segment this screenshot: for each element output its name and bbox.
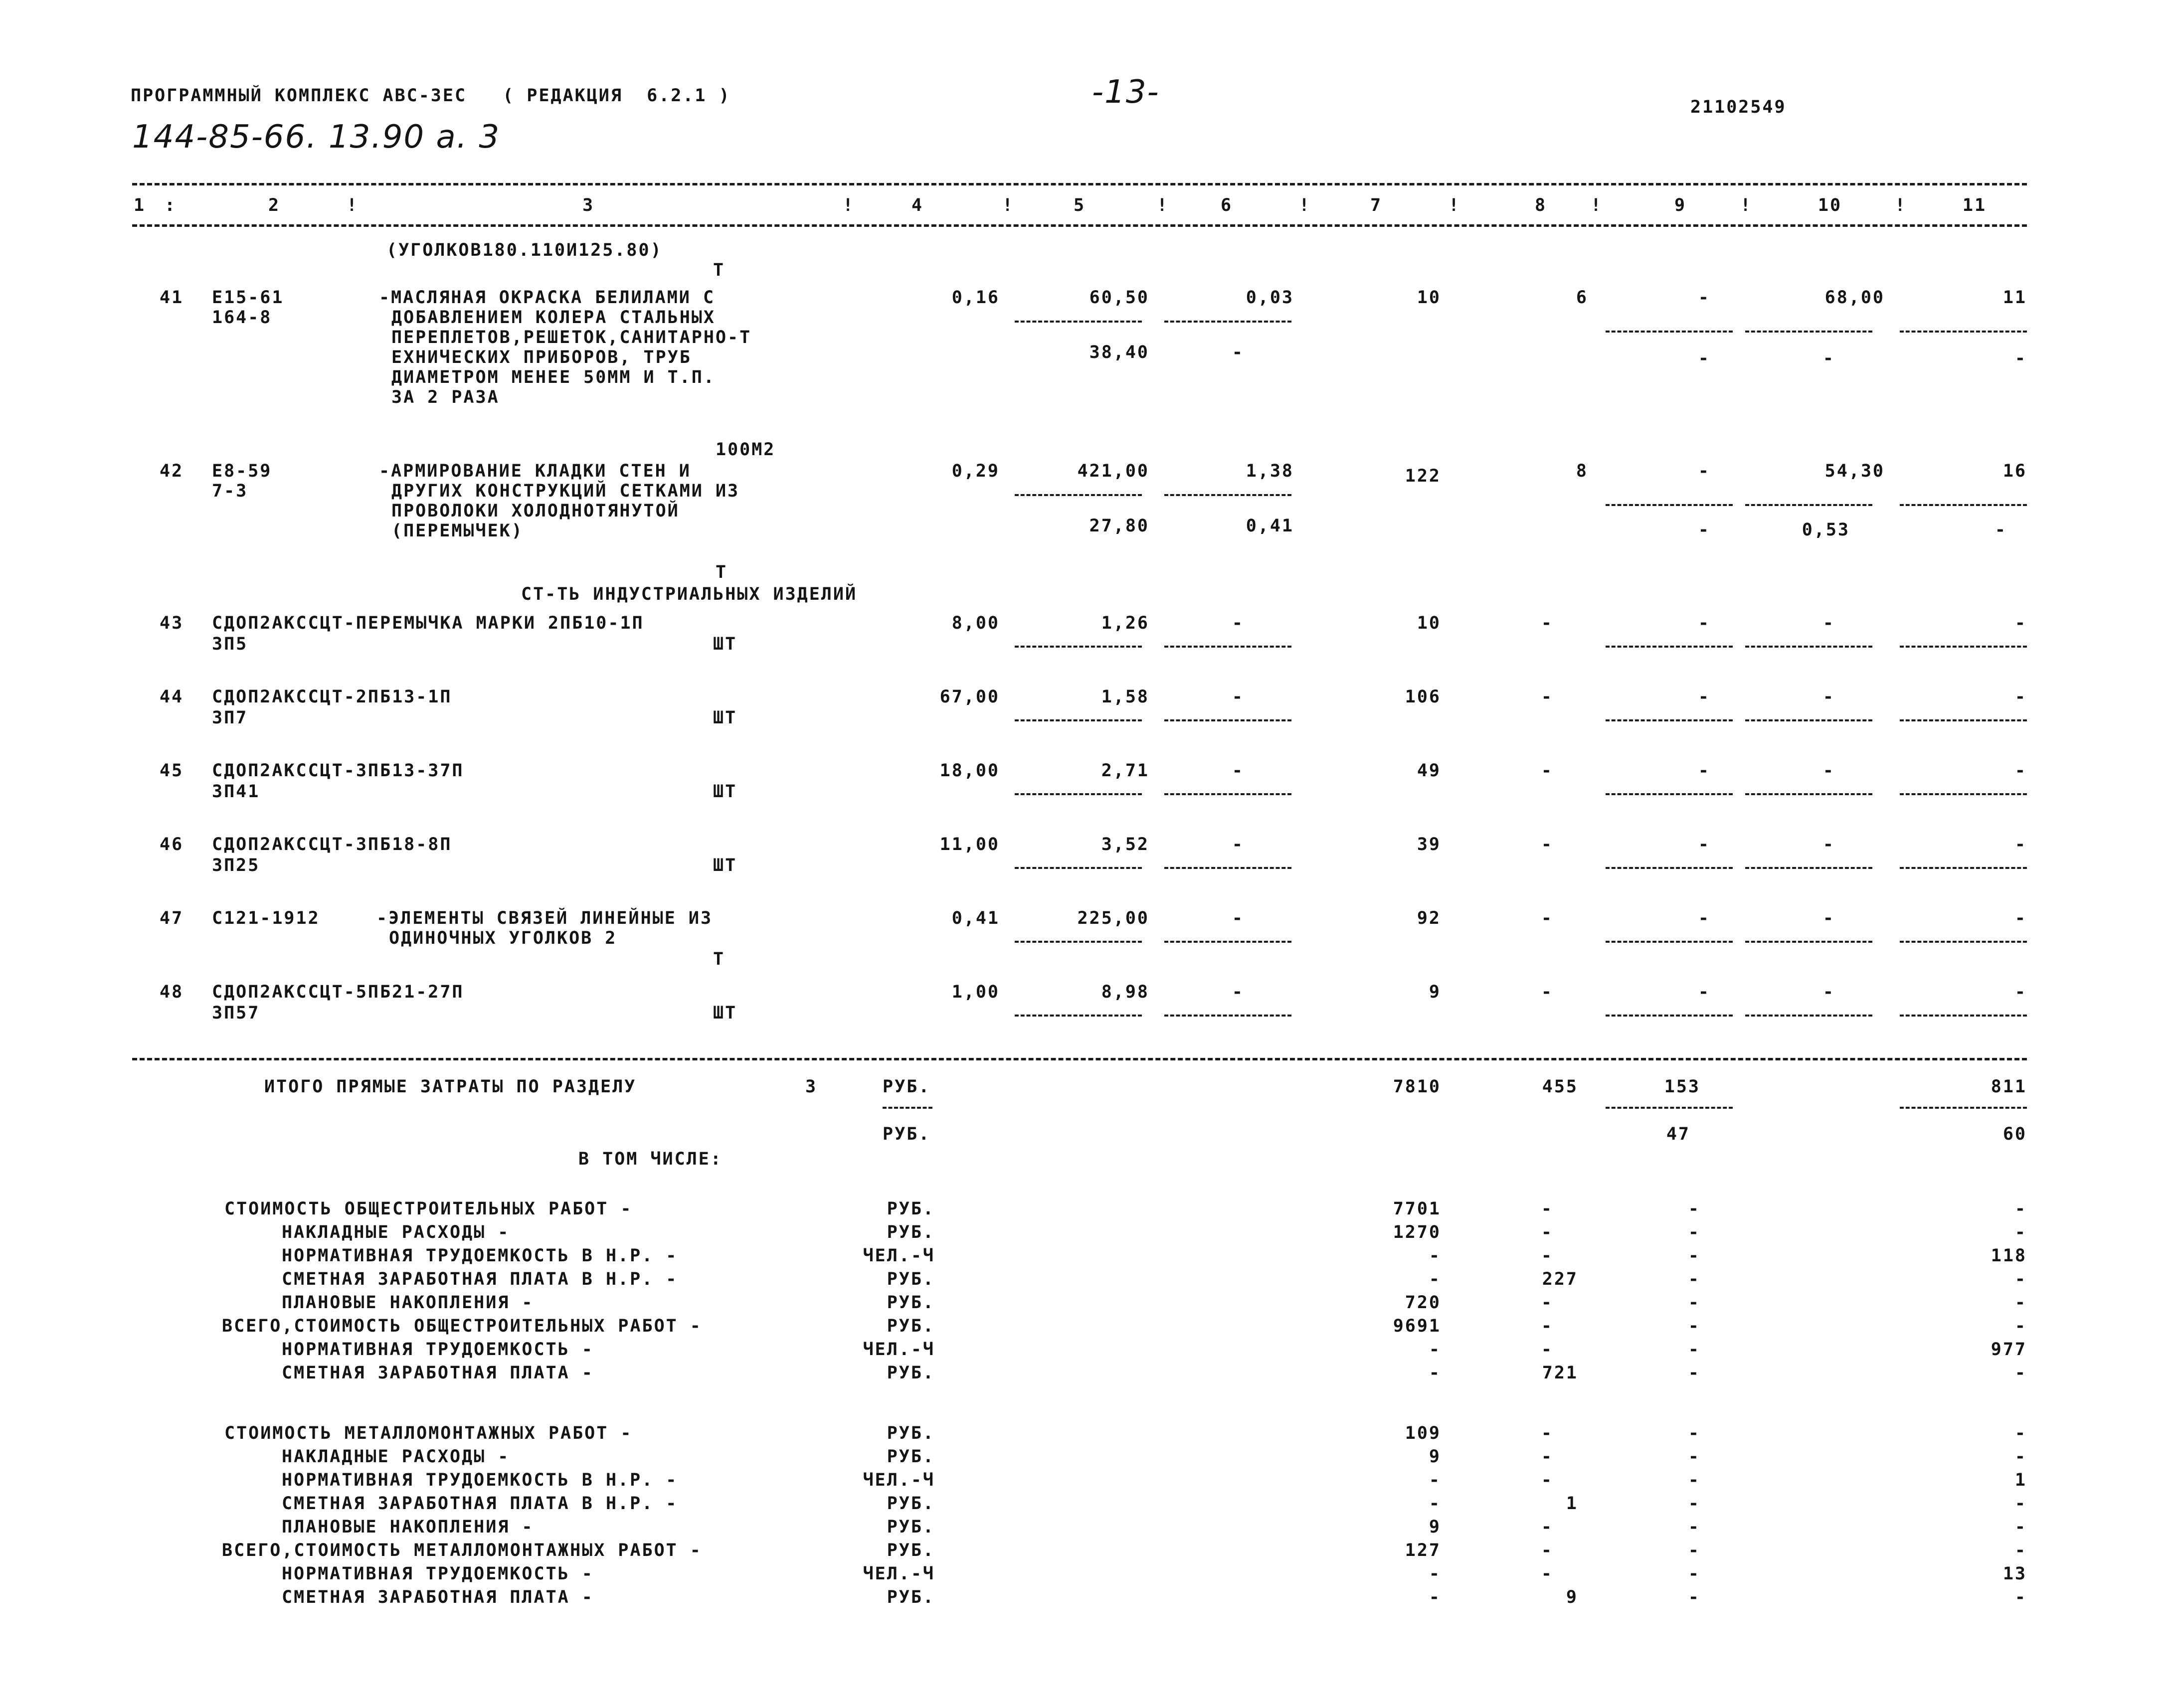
col6-value: 1,38 <box>1246 461 1294 481</box>
summary-col8: 227 <box>1542 1269 1578 1289</box>
summary-col9: - <box>1688 1540 1700 1560</box>
col7-value: 10 <box>1417 288 1441 308</box>
col5-subvalue: 38,40 <box>1089 342 1149 362</box>
col10-rule <box>1745 867 1872 869</box>
item-unit: Т <box>713 260 726 280</box>
col6-value: - <box>1232 982 1244 1002</box>
item-unit: Т <box>716 562 728 582</box>
summary-row-label: СМЕТНАЯ ЗАРАБОТНАЯ ПЛАТА В Н.Р. - <box>282 1494 678 1514</box>
col9-subvalue: - <box>1698 520 1710 540</box>
summary-col9: - <box>1688 1447 1700 1467</box>
column-header-3: 3 <box>582 195 595 215</box>
item-description: -МАСЛЯНАЯ ОКРАСКА БЕЛИЛАМИ С <box>379 288 716 308</box>
column-header-9: 9 <box>1674 195 1687 215</box>
summary-col9: - <box>1688 1517 1700 1537</box>
summary-col9: - <box>1688 1340 1700 1360</box>
summary-row-unit: РУБ. <box>887 1423 935 1443</box>
summary-row-unit: РУБ. <box>887 1316 935 1336</box>
totals-col9: 153 <box>1664 1077 1700 1097</box>
item-code: С121-1912 <box>212 908 320 928</box>
summary-col9: - <box>1688 1587 1700 1607</box>
col6-rule <box>1164 1015 1291 1017</box>
item-41-col5-rule <box>1015 321 1142 323</box>
item-description: ДРУГИХ КОНСТРУКЦИЙ СЕТКАМИ ИЗ <box>391 481 740 501</box>
handwritten-page-number: -13- <box>1092 74 1160 111</box>
col5-rule <box>1015 646 1142 648</box>
summary-col11: - <box>2014 1423 2027 1443</box>
col5-value: 1,58 <box>1101 687 1149 707</box>
col9-value: - <box>1698 835 1710 854</box>
item-code: СДОП2АКССЦТ-ПЕРЕМЫЧКА МАРКИ 2ПБ10-1П <box>212 613 644 633</box>
totals-label: ИТОГО ПРЯМЫЕ ЗАТРАТЫ ПО РАЗДЕЛУ <box>264 1077 637 1097</box>
summary-col8: 1 <box>1566 1494 1578 1514</box>
col5-rule <box>1015 1015 1142 1017</box>
summary-row-unit: ЧЕЛ.-Ч <box>863 1340 935 1360</box>
summary-row-unit: РУБ. <box>887 1517 935 1537</box>
item-41-col9-rule <box>1606 331 1733 333</box>
item-42-col6-rule <box>1164 494 1291 496</box>
col9-value: - <box>1698 761 1710 781</box>
summary-row-unit: ЧЕЛ.-Ч <box>863 1246 935 1266</box>
col6-value: - <box>1232 761 1244 781</box>
summary-col11: - <box>2014 1293 2027 1313</box>
totals-section-number: 3 <box>805 1077 818 1097</box>
summary-col9: - <box>1688 1423 1700 1443</box>
item-41-col6-rule <box>1164 321 1291 323</box>
summary-col9: - <box>1688 1222 1700 1242</box>
item-41-col10-rule <box>1745 331 1872 333</box>
col6-value: - <box>1232 908 1244 928</box>
totals-col11: 811 <box>1991 1077 2027 1097</box>
col4-value: 0,29 <box>951 461 1000 481</box>
col5-rule <box>1015 793 1142 795</box>
col9-rule <box>1606 719 1733 721</box>
col11-rule <box>1900 793 2027 795</box>
summary-row-label: ПЛАНОВЫЕ НАКОПЛЕНИЯ - <box>282 1293 534 1313</box>
col4-value: 18,00 <box>939 761 1000 781</box>
summary-col7: 720 <box>1405 1293 1441 1313</box>
summary-row-unit: РУБ. <box>887 1587 935 1607</box>
col11-rule <box>1900 1015 2027 1017</box>
col5-value: 60,50 <box>1089 288 1149 308</box>
column-header-8: 8 <box>1534 195 1547 215</box>
item-code-secondary: 7-3 <box>212 481 248 501</box>
column-separator: ! <box>843 195 855 215</box>
col7-value: 9 <box>1429 982 1441 1002</box>
col10-value: - <box>1822 908 1835 928</box>
col4-value: 1,00 <box>951 982 1000 1002</box>
col10-value: - <box>1822 835 1835 854</box>
item-code: СДОП2АКССЦТ-5ПБ21-27П <box>212 982 464 1002</box>
summary-col9: - <box>1688 1199 1700 1219</box>
col5-value: 1,26 <box>1101 613 1149 633</box>
item-42-col10-rule <box>1745 504 1872 506</box>
summary-row-label: СТОИМОСТЬ МЕТАЛЛОМОНТАЖНЫХ РАБОТ - <box>224 1423 633 1443</box>
col11-rule <box>1900 646 2027 648</box>
summary-col8: - <box>1541 1470 1553 1490</box>
col6-rule <box>1164 646 1291 648</box>
col9-rule <box>1606 646 1733 648</box>
col10-value: - <box>1822 761 1835 781</box>
summary-row-label: НОРМАТИВНАЯ ТРУДОЕМКОСТЬ - <box>282 1564 594 1584</box>
item-code-secondary: 3П25 <box>212 855 260 875</box>
summary-col11: - <box>2014 1540 2027 1560</box>
item-code: СДОП2АКССЦТ-3ПБ18-8П <box>212 835 452 854</box>
item-description: -АРМИРОВАНИЕ КЛАДКИ СТЕН И <box>379 461 691 481</box>
summary-col8: - <box>1541 1340 1553 1360</box>
summary-row-label: НОРМАТИВНАЯ ТРУДОЕМКОСТЬ В Н.Р. - <box>282 1470 678 1490</box>
col5-value: 8,98 <box>1101 982 1149 1002</box>
item-description: ПРОВОЛОКИ ХОЛОДНОТЯНУТОЙ <box>391 501 680 521</box>
summary-col7: 9 <box>1429 1517 1441 1537</box>
col5-value: 2,71 <box>1101 761 1149 781</box>
item-42-col5-rule <box>1015 494 1142 496</box>
summary-col11: - <box>2014 1269 2027 1289</box>
summary-row-label: СМЕТНАЯ ЗАРАБОТНАЯ ПЛАТА - <box>282 1363 594 1383</box>
document-code: 21102549 <box>1690 97 1787 117</box>
col7-value: 122 <box>1405 466 1441 486</box>
summary-col9: - <box>1688 1363 1700 1383</box>
summary-col8: 721 <box>1542 1363 1578 1383</box>
item-code-secondary: 3П41 <box>212 782 260 802</box>
item-number: 42 <box>160 461 184 481</box>
summary-col8: - <box>1541 1246 1553 1266</box>
column-header-11: 11 <box>1962 195 1987 215</box>
summary-col11: 1 <box>2014 1470 2027 1490</box>
col11-rule <box>1900 941 2027 943</box>
col6-subvalue: 0,41 <box>1246 516 1294 536</box>
col4-value: 67,00 <box>939 687 1000 707</box>
item-code-secondary: 164-8 <box>212 308 272 328</box>
item-42-col11-rule <box>1900 504 2027 506</box>
col11-rule <box>1900 867 2027 869</box>
totals-col9-rule <box>1606 1107 1733 1109</box>
summary-col8: - <box>1541 1447 1553 1467</box>
summary-row-label: НАКЛАДНЫЕ РАСХОДЫ - <box>282 1447 510 1467</box>
totals-col9-secondary: 47 <box>1666 1124 1690 1144</box>
item-number: 44 <box>160 687 184 707</box>
col6-value: - <box>1232 613 1244 633</box>
col4-value: 0,41 <box>951 908 1000 928</box>
column-header-10: 10 <box>1817 195 1842 215</box>
item-description: ДОБАВЛЕНИЕМ КОЛЕРА СТАЛЬНЫХ <box>391 308 716 328</box>
col8-value: - <box>1541 687 1553 707</box>
summary-row-label: ВСЕГО,СТОИМОСТЬ ОБЩЕСТРОИТЕЛЬНЫХ РАБОТ - <box>222 1316 702 1336</box>
summary-row-unit: РУБ. <box>887 1540 935 1560</box>
totals-currency-secondary: РУБ. <box>883 1124 931 1144</box>
column-header-6: 6 <box>1220 195 1233 215</box>
col10-rule <box>1745 646 1872 648</box>
item-unit: ШТ <box>713 634 737 654</box>
col6-rule <box>1164 941 1291 943</box>
summary-row-label: НОРМАТИВНАЯ ТРУДОЕМКОСТЬ В Н.Р. - <box>282 1246 678 1266</box>
column-header-1: 1 <box>133 195 146 215</box>
item-code: СДОП2АКССЦТ-3ПБ13-37П <box>212 761 464 781</box>
summary-col9: - <box>1688 1269 1700 1289</box>
col11-value: - <box>2014 835 2027 854</box>
summary-col8: - <box>1541 1564 1553 1584</box>
summary-col11: - <box>2014 1363 2027 1383</box>
handwritten-reference: 144-85-66. 13.90 а. 3 <box>132 119 501 156</box>
summary-row-label: СМЕТНАЯ ЗАРАБОТНАЯ ПЛАТА В Н.Р. - <box>282 1269 678 1289</box>
col7-value: 106 <box>1405 687 1441 707</box>
col9-value: - <box>1698 288 1710 308</box>
item-number: 45 <box>160 761 184 781</box>
header-rule-bottom <box>132 224 2027 227</box>
col10-value: 68,00 <box>1824 288 1885 308</box>
summary-col7: 127 <box>1405 1540 1441 1560</box>
column-separator: ! <box>1740 195 1753 215</box>
col8-value: 8 <box>1576 461 1588 481</box>
summary-row-unit: РУБ. <box>887 1447 935 1467</box>
summary-col11: - <box>2014 1587 2027 1607</box>
col10-rule <box>1745 1015 1872 1017</box>
item-code: Е8-59 <box>212 461 272 481</box>
col10-value: - <box>1822 687 1835 707</box>
summary-row-unit: РУБ. <box>887 1269 935 1289</box>
item-description: -ЭЛЕМЕНТЫ СВЯЗЕЙ ЛИНЕЙНЫЕ ИЗ <box>376 908 713 928</box>
col9-rule <box>1606 941 1733 943</box>
item-number: 47 <box>160 908 184 928</box>
col10-value: - <box>1822 982 1835 1002</box>
col5-value: 421,00 <box>1077 461 1149 481</box>
col7-value: 49 <box>1417 761 1441 781</box>
column-separator: ! <box>1591 195 1603 215</box>
col9-value: - <box>1698 461 1710 481</box>
summary-row-label: НАКЛАДНЫЕ РАСХОДЫ - <box>282 1222 510 1242</box>
col9-value: - <box>1698 613 1710 633</box>
column-separator: ! <box>1299 195 1311 215</box>
summary-col9: - <box>1688 1494 1700 1514</box>
item-description: (ПЕРЕМЫЧЕК) <box>391 521 524 541</box>
col10-value: 54,30 <box>1824 461 1885 481</box>
summary-row-label: ПЛАНОВЫЕ НАКОПЛЕНИЯ - <box>282 1517 534 1537</box>
item-code-secondary: 3П57 <box>212 1003 260 1023</box>
summary-row-unit: РУБ. <box>887 1293 935 1313</box>
item-42-col9-rule <box>1606 504 1733 506</box>
item-unit: 100М2 <box>716 440 776 460</box>
summary-col7: 7701 <box>1393 1199 1441 1219</box>
summary-row-unit: РУБ. <box>887 1199 935 1219</box>
col5-rule <box>1015 719 1142 721</box>
summary-col8: - <box>1541 1293 1553 1313</box>
summary-row-label: ВСЕГО,СТОИМОСТЬ МЕТАЛЛОМОНТАЖНЫХ РАБОТ - <box>222 1540 702 1560</box>
summary-col8: 9 <box>1566 1587 1578 1607</box>
summary-col7: 9 <box>1429 1447 1441 1467</box>
totals-col11-rule <box>1900 1107 2027 1109</box>
col11-value: - <box>2014 982 2027 1002</box>
column-header-2: 2 <box>268 195 281 215</box>
col10-subvalue: 0,53 <box>1802 520 1850 540</box>
col8-value: - <box>1541 982 1553 1002</box>
col4-value: 8,00 <box>951 613 1000 633</box>
col10-rule <box>1745 941 1872 943</box>
summary-row-label: СМЕТНАЯ ЗАРАБОТНАЯ ПЛАТА - <box>282 1587 594 1607</box>
col11-subvalue: - <box>2014 348 2027 368</box>
summary-col9: - <box>1688 1470 1700 1490</box>
item-number: 43 <box>160 613 184 633</box>
item-description: ЕХНИЧЕСКИХ ПРИБОРОВ, ТРУБ <box>391 347 692 367</box>
summary-row-unit: РУБ. <box>887 1494 935 1514</box>
summary-col11: - <box>2014 1316 2027 1336</box>
col9-subvalue: - <box>1698 348 1710 368</box>
summary-col11: 13 <box>2002 1564 2027 1584</box>
summary-col8: - <box>1541 1517 1553 1537</box>
item-description-continuation: (УГОЛКОВ180.110И125.80) <box>386 240 663 260</box>
col4-value: 0,16 <box>951 288 1000 308</box>
totals-col8: 455 <box>1542 1077 1578 1097</box>
summary-row-unit: РУБ. <box>887 1363 935 1383</box>
col11-rule <box>1900 719 2027 721</box>
summary-col8: - <box>1541 1222 1553 1242</box>
col10-subvalue: - <box>1822 348 1835 368</box>
program-title: ПРОГРАММНЫЙ КОМПЛЕКС АВС-3ЕС ( РЕДАКЦИЯ 6.2.1 ) <box>131 86 731 106</box>
summary-col7: - <box>1429 1564 1441 1584</box>
column-header-7: 7 <box>1370 195 1383 215</box>
col11-value: - <box>2014 761 2027 781</box>
item-unit: ШТ <box>713 708 737 728</box>
summary-col8: - <box>1541 1316 1553 1336</box>
summary-col7: - <box>1429 1269 1441 1289</box>
column-header-4: 4 <box>911 195 924 215</box>
column-separator: ! <box>1002 195 1015 215</box>
item-code: Е15-61 <box>212 288 284 308</box>
totals-currency-rule <box>883 1107 932 1109</box>
including-label: В ТОМ ЧИСЛЕ: <box>578 1149 723 1169</box>
item-description: ЗА 2 РАЗА <box>391 387 500 407</box>
summary-col7: - <box>1429 1587 1441 1607</box>
section-title: СТ-ТЬ ИНДУСТРИАЛЬНЫХ ИЗДЕЛИЙ <box>521 584 858 604</box>
summary-col9: - <box>1688 1246 1700 1266</box>
item-code: СДОП2АКССЦТ-2ПБ13-1П <box>212 687 452 707</box>
item-41-col11-rule <box>1900 331 2027 333</box>
summary-col11: - <box>2014 1494 2027 1514</box>
col6-value: 0,03 <box>1246 288 1294 308</box>
item-description: ПЕРЕПЛЕТОВ,РЕШЕТОК,САНИТАРНО-Т <box>391 328 752 347</box>
col11-value: 16 <box>2002 461 2027 481</box>
col6-rule <box>1164 719 1291 721</box>
col8-value: - <box>1541 908 1553 928</box>
item-unit: ШТ <box>713 782 737 802</box>
col11-value: - <box>2014 687 2027 707</box>
col7-value: 39 <box>1417 835 1441 854</box>
summary-row-label: СТОИМОСТЬ ОБЩЕСТРОИТЕЛЬНЫХ РАБОТ - <box>224 1199 633 1219</box>
col8-value: - <box>1541 835 1553 854</box>
summary-col9: - <box>1688 1564 1700 1584</box>
summary-col8: - <box>1541 1540 1553 1560</box>
column-separator: ! <box>347 195 359 215</box>
col6-subvalue: - <box>1232 342 1244 362</box>
col9-rule <box>1606 793 1733 795</box>
item-unit: Т <box>713 949 726 969</box>
item-code-secondary: 3П5 <box>212 634 248 654</box>
summary-col11: 118 <box>1991 1246 2027 1266</box>
summary-col8: - <box>1541 1199 1553 1219</box>
col9-value: - <box>1698 687 1710 707</box>
column-separator: ! <box>1449 195 1461 215</box>
summary-col7: 1270 <box>1393 1222 1441 1242</box>
summary-col11: - <box>2014 1222 2027 1242</box>
col8-value: - <box>1541 761 1553 781</box>
summary-col7: - <box>1429 1246 1441 1266</box>
summary-col7: - <box>1429 1340 1441 1360</box>
summary-col7: 9691 <box>1393 1316 1441 1336</box>
col10-rule <box>1745 793 1872 795</box>
summary-col9: - <box>1688 1316 1700 1336</box>
item-description: ОДИНОЧНЫХ УГОЛКОВ 2 <box>389 928 617 948</box>
col5-subvalue: 27,80 <box>1089 516 1149 536</box>
item-number: 41 <box>160 288 184 308</box>
col5-value: 3,52 <box>1101 835 1149 854</box>
summary-row-label: НОРМАТИВНАЯ ТРУДОЕМКОСТЬ - <box>282 1340 594 1360</box>
item-number: 48 <box>160 982 184 1002</box>
col9-value: - <box>1698 908 1710 928</box>
item-unit: ШТ <box>713 1003 737 1023</box>
column-separator: : <box>165 195 177 215</box>
summary-row-unit: РУБ. <box>887 1222 935 1242</box>
col7-value: 10 <box>1417 613 1441 633</box>
item-description: ДИАМЕТРОМ МЕНЕЕ 50ММ И Т.П. <box>391 367 716 387</box>
col8-value: 6 <box>1576 288 1588 308</box>
col5-rule <box>1015 941 1142 943</box>
col6-rule <box>1164 793 1291 795</box>
summary-col11: - <box>2014 1447 2027 1467</box>
summary-col8: - <box>1541 1423 1553 1443</box>
column-separator: ! <box>1895 195 1907 215</box>
totals-currency: РУБ. <box>883 1077 931 1097</box>
col8-value: - <box>1541 613 1553 633</box>
summary-col7: - <box>1429 1494 1441 1514</box>
col9-rule <box>1606 1015 1733 1017</box>
col6-rule <box>1164 867 1291 869</box>
totals-rule-top <box>132 1058 2027 1060</box>
col11-value: 11 <box>2002 288 2027 308</box>
col4-value: 11,00 <box>939 835 1000 854</box>
summary-col7: - <box>1429 1470 1441 1490</box>
item-number: 46 <box>160 835 184 854</box>
summary-col7: 109 <box>1405 1423 1441 1443</box>
totals-col7: 7810 <box>1393 1077 1441 1097</box>
summary-row-unit: ЧЕЛ.-Ч <box>863 1564 935 1584</box>
col11-subvalue: - <box>1995 520 2007 540</box>
col6-value: - <box>1232 835 1244 854</box>
totals-col11-secondary: 60 <box>2002 1124 2027 1144</box>
item-code-secondary: 3П7 <box>212 708 248 728</box>
col11-value: - <box>2014 908 2027 928</box>
summary-row-unit: ЧЕЛ.-Ч <box>863 1470 935 1490</box>
item-unit: ШТ <box>713 855 737 875</box>
summary-col11: - <box>2014 1517 2027 1537</box>
col5-rule <box>1015 867 1142 869</box>
summary-col7: - <box>1429 1363 1441 1383</box>
col5-value: 225,00 <box>1077 908 1149 928</box>
summary-col11: - <box>2014 1199 2027 1219</box>
col10-rule <box>1745 719 1872 721</box>
col11-value: - <box>2014 613 2027 633</box>
col6-value: - <box>1232 687 1244 707</box>
col9-rule <box>1606 867 1733 869</box>
col7-value: 92 <box>1417 908 1441 928</box>
col9-value: - <box>1698 982 1710 1002</box>
header-rule-top <box>132 183 2027 185</box>
column-separator: ! <box>1157 195 1169 215</box>
column-header-5: 5 <box>1073 195 1086 215</box>
col10-value: - <box>1822 613 1835 633</box>
summary-col11: 977 <box>1991 1340 2027 1360</box>
summary-col9: - <box>1688 1293 1700 1313</box>
